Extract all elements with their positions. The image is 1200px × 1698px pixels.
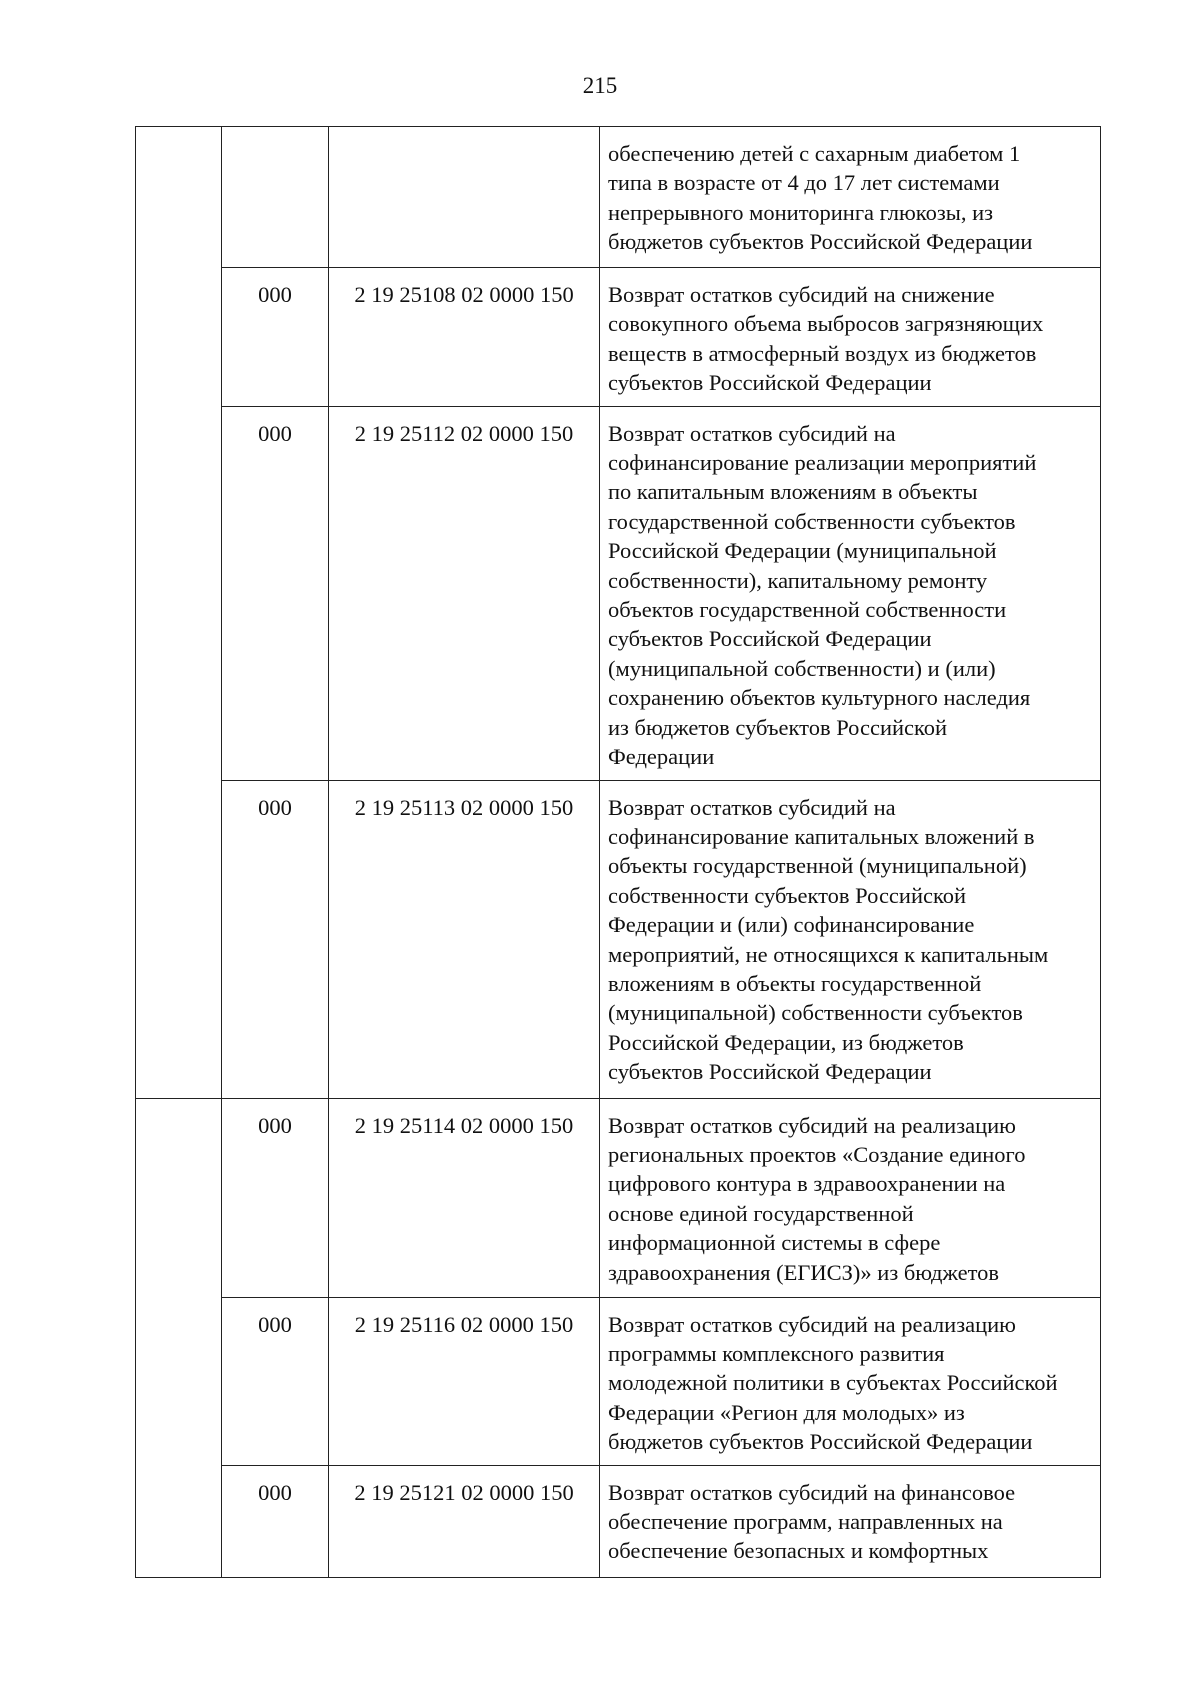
budget-code-cell: 2 19 25108 02 0000 150	[329, 268, 600, 407]
description-cell: Возврат остатков субсидий на снижение совокупного объема выбросов загрязняющих веществ в атмосферный воздух из бюджетов субъектов Российской Федерации	[600, 268, 1101, 407]
admin-code-cell: 000	[222, 780, 329, 1098]
index-cell	[136, 127, 222, 268]
index-cell	[136, 1098, 222, 1297]
budget-code-cell: 2 19 25113 02 0000 150	[329, 780, 600, 1098]
index-cell	[136, 1297, 222, 1465]
budget-code-cell: 2 19 25112 02 0000 150	[329, 406, 600, 780]
description-cell: Возврат остатков субсидий на финансовое обеспечение программ, направленных на обеспечение безопасных и комфортных	[600, 1465, 1101, 1577]
index-cell	[136, 268, 222, 407]
table-row	[136, 127, 1101, 268]
description-cell: обеспечению детей с сахарным диабетом 1 типа в возрасте от 4 до 17 лет системами непрерывного мониторинга глюкозы, из бюджетов субъектов Российской Федерации	[600, 127, 1101, 268]
description-cell: Возврат остатков субсидий на реализацию программы комплексного развития молодежной политики в субъектах Российской Федерации «Регион для молодых» из бюджетов субъектов Российской Федерации	[600, 1297, 1101, 1465]
table-row	[136, 780, 1101, 1098]
budget-code-cell	[329, 127, 600, 268]
admin-code-cell: 000	[222, 1465, 329, 1577]
admin-code-cell: 000	[222, 1297, 329, 1465]
table-row	[136, 1465, 1101, 1577]
admin-code-cell	[222, 127, 329, 268]
table-row	[136, 406, 1101, 780]
admin-code-cell: 000	[222, 268, 329, 407]
admin-code-cell: 000	[222, 406, 329, 780]
index-cell	[136, 780, 222, 1098]
budget-codes-table	[135, 126, 1101, 1578]
description-cell: Возврат остатков субсидий на софинансирование реализации мероприятий по капитальным вложениям в объекты государственной собственности субъектов Российской Федерации (муниципальной собственности), капитальному ремонту объектов государственной собственности субъектов Российской Федерации (муниципальной собственности) и (или) сохранению объектов культурного наследия из бюджетов субъектов Российской Федерации	[600, 406, 1101, 780]
page-number: 215	[582, 73, 618, 98]
description-cell: Возврат остатков субсидий на реализацию региональных проектов «Создание единого цифрового контура в здравоохранении на основе единой государственной информационной системы в сфере здравоохранения (ЕГИСЗ)» из бюджетов	[600, 1098, 1101, 1297]
table-row	[136, 268, 1101, 407]
index-cell	[136, 406, 222, 780]
description-cell: Возврат остатков субсидий на софинансирование капитальных вложений в объекты государственной (муниципальной) собственности субъектов Российской Федерации и (или) софинансирование мероприятий, не относящихся к капитальным вложениям в объекты государственной (муниципальной) собственности субъектов Российской Федерации, из бюджетов субъектов Российской Федерации	[600, 780, 1101, 1098]
budget-code-cell: 2 19 25114 02 0000 150	[329, 1098, 600, 1297]
admin-code-cell: 000	[222, 1098, 329, 1297]
budget-code-cell: 2 19 25116 02 0000 150	[329, 1297, 600, 1465]
table-row	[136, 1098, 1101, 1297]
table-row	[136, 1297, 1101, 1465]
budget-code-cell: 2 19 25121 02 0000 150	[329, 1465, 600, 1577]
index-cell	[136, 1465, 222, 1577]
